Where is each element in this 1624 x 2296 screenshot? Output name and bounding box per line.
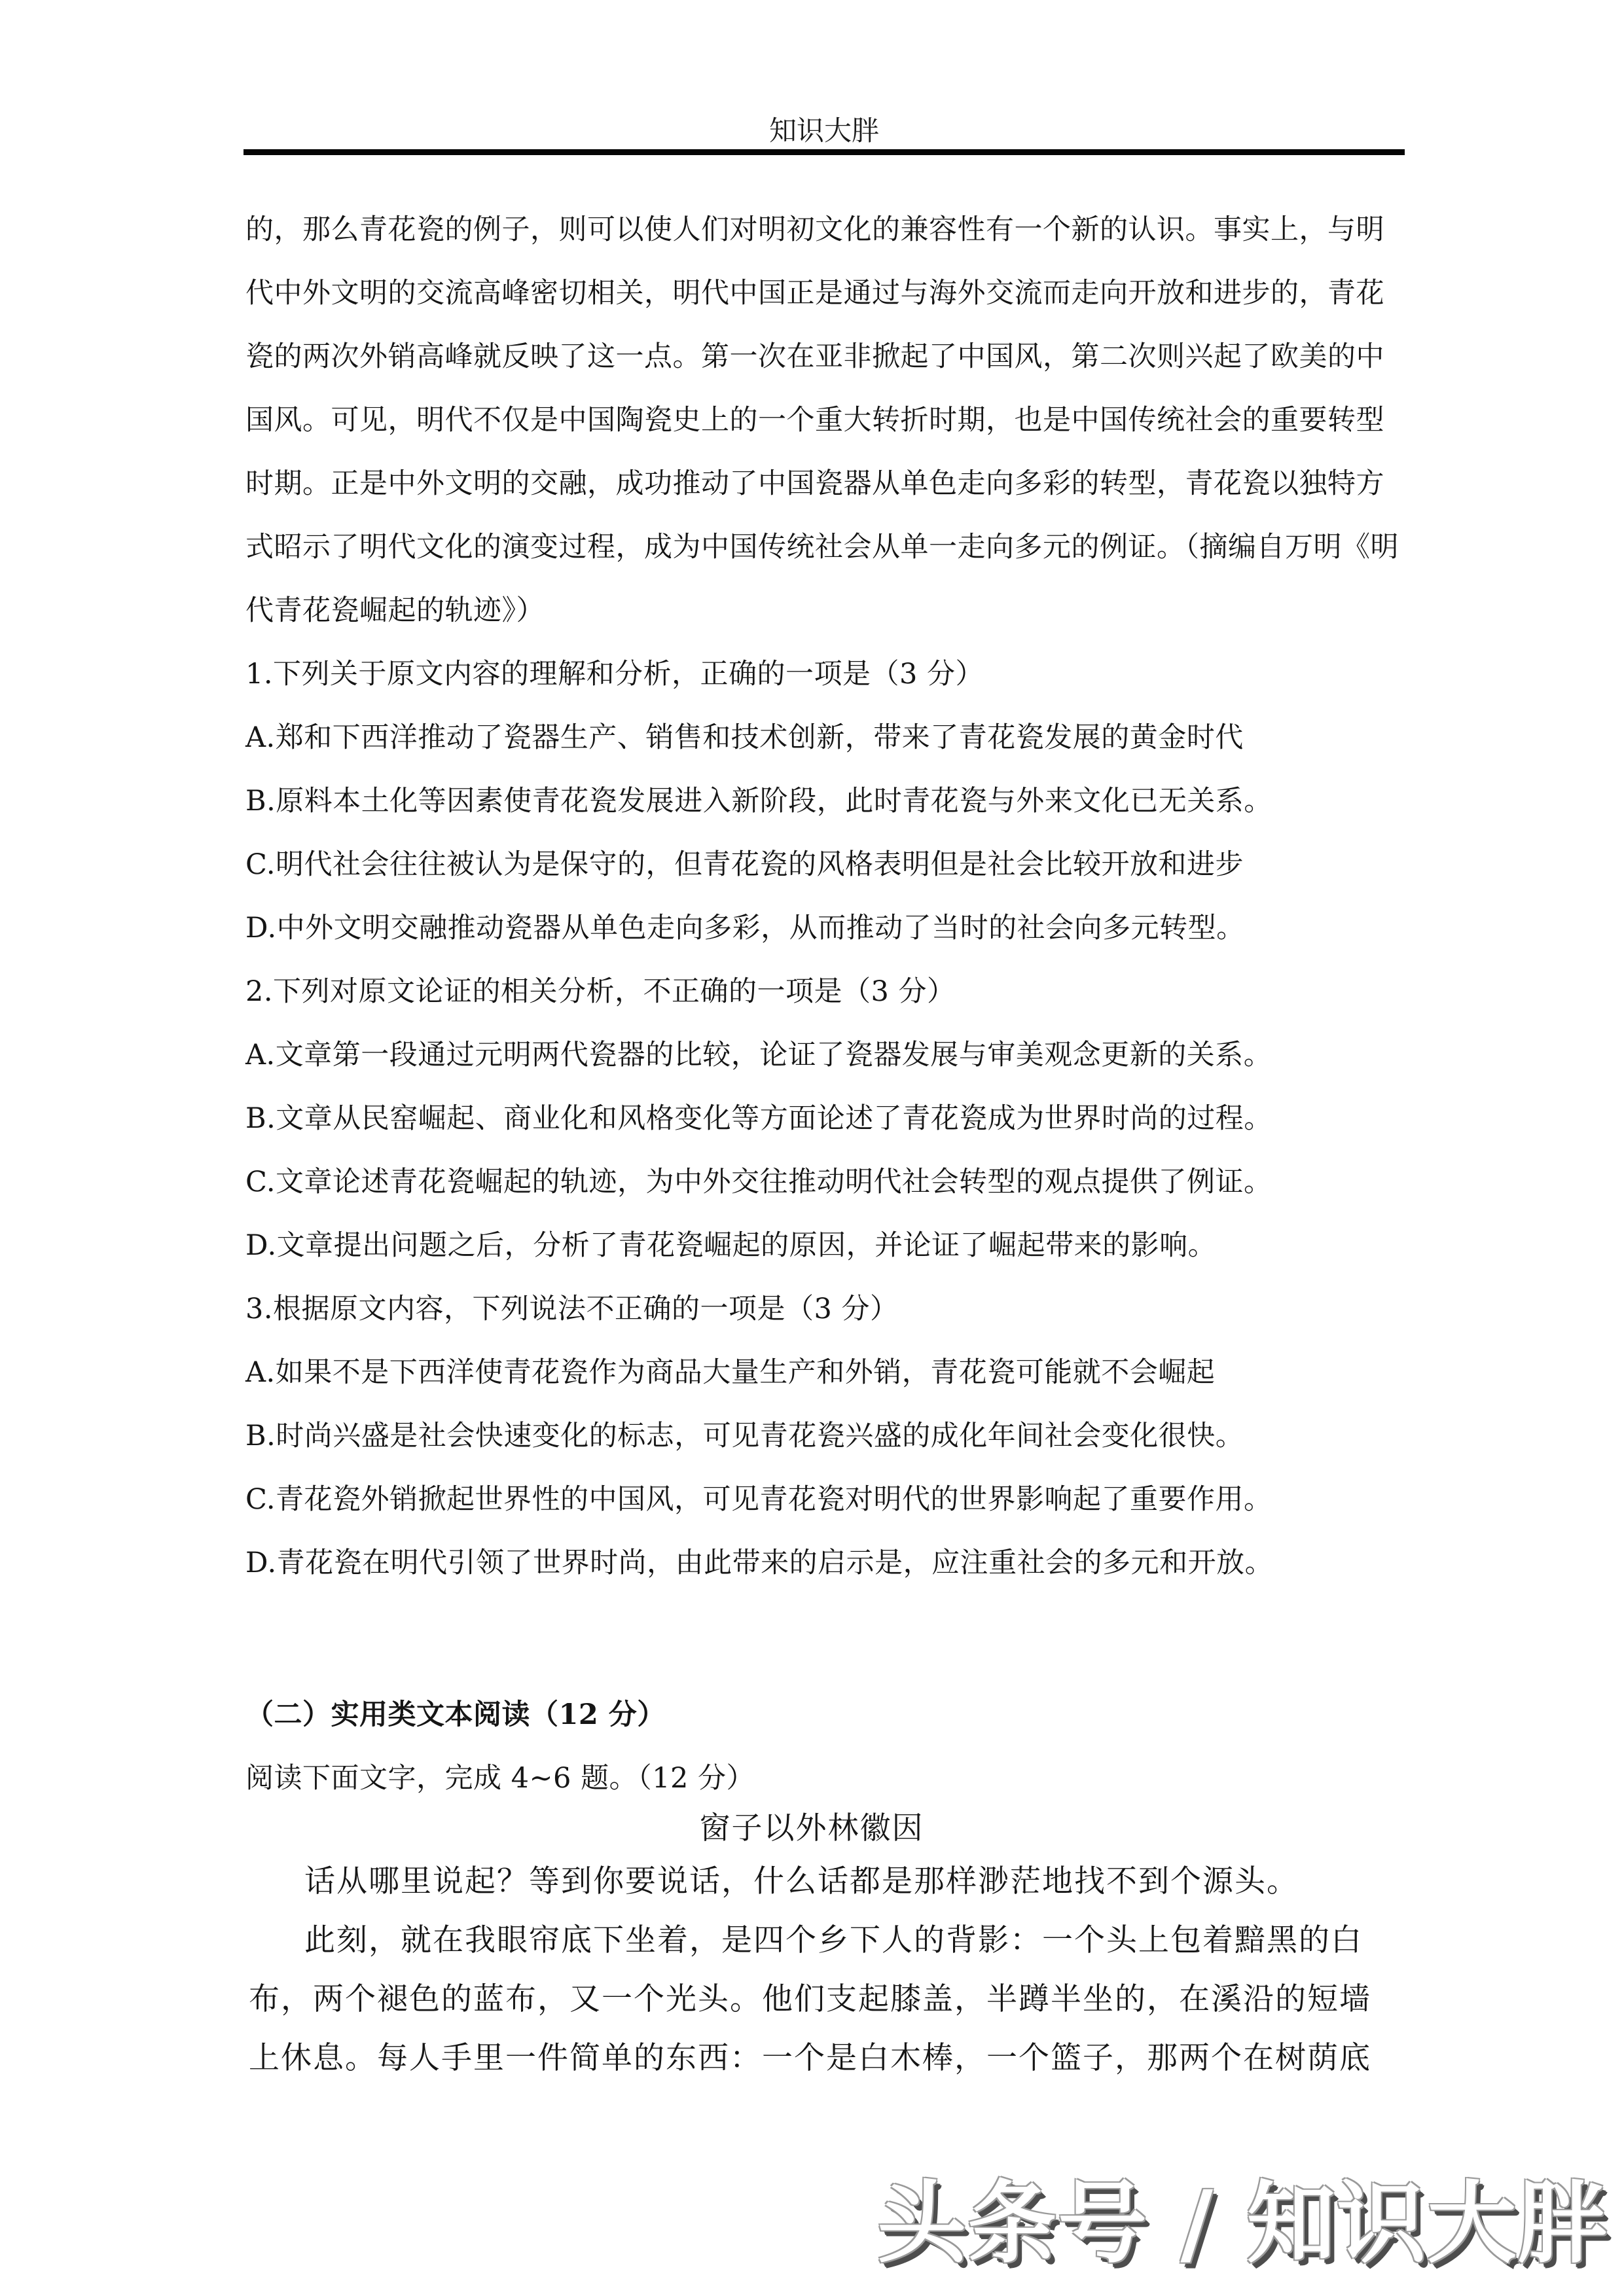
passage-line: 的，那么青花瓷的例子，则可以使人们对明初文化的兼容性有一个新的认识。事实上，与明 — [245, 213, 1384, 246]
passage-line: 时期。正是中外文明的交融，成功推动了中国瓷器从单色走向多彩的转型，青花瓷以独特方 — [245, 467, 1384, 500]
passage-line: 瓷的两次外销高峰就反映了这一点。第一次在亚非掀起了中国风，第二次则兴起了欧美的中 — [245, 340, 1384, 373]
question-2-stem: 2.下列对原文论证的相关分析，不正确的一项是（3 分） — [245, 975, 956, 1008]
question-1-option-c: C.明代社会往往被认为是保守的，但青花瓷的风格表明但是社会比较开放和进步 — [245, 848, 1244, 881]
passage-line: 代中外文明的交流高峰密切相关，明代中国正是通过与海外交流而走向开放和进步的，青花 — [245, 277, 1384, 310]
question-1-option-a: A.郑和下西洋推动了瓷器生产、销售和技术创新，带来了青花瓷发展的黄金时代 — [245, 721, 1244, 754]
question-2-option-b: B.文章从民窑崛起、商业化和风格变化等方面论述了青花瓷成为世界时尚的过程。 — [245, 1102, 1272, 1135]
passage-line: 式昭示了明代文化的演变过程，成为中国传统社会从单一走向多元的例证。（摘编自万明《明 — [245, 531, 1399, 564]
question-2-option-a: A.文章第一段通过元明两代瓷器的比较，论证了瓷器发展与审美观念更新的关系。 — [245, 1039, 1272, 1071]
question-3-option-c: C.青花瓷外销掀起世界性的中国风，可见青花瓷对明代的世界影响起了重要作用。 — [245, 1483, 1272, 1516]
question-3-option-b: B.时尚兴盛是社会快速变化的标志，可见青花瓷兴盛的成化年间社会变化很快。 — [245, 1420, 1244, 1452]
section-two-instruction: 阅读下面文字，完成 4~6 题。（12 分） — [245, 1762, 755, 1795]
question-1-option-b: B.原料本土化等因素使青花瓷发展进入新阶段，此时青花瓷与外来文化已无关系。 — [245, 785, 1272, 817]
reading-passage-and-questions — [245, 198, 1399, 1595]
essay-title: 窗子以外林徽因 — [699, 1810, 924, 1846]
toutiao-watermark: 头条号 / 知识大胖 — [877, 2172, 1608, 2276]
essay-paragraph-line: 布，两个褪色的蓝布，又一个光头。他们支起膝盖，半蹲半坐的，在溪沿的短墙 — [249, 1981, 1371, 2017]
page-title: 知识大胖 — [768, 115, 879, 147]
section-two — [245, 1683, 1399, 1810]
essay — [249, 1805, 1375, 2088]
essay-paragraph-line: 话从哪里说起？等到你要说话，什么话都是那样渺茫地找不到个源头。 — [304, 1863, 1299, 1899]
essay-paragraph-line: 上休息。每人手里一件简单的东西：一个是白木棒，一个篮子，那两个在树荫底 — [249, 2040, 1371, 2076]
question-1-stem: 1.下列关于原文内容的理解和分析，正确的一项是（3 分） — [245, 658, 984, 691]
question-2-option-d: D.文章提出问题之后，分析了青花瓷崛起的原因，并论证了崛起带来的影响。 — [245, 1229, 1217, 1262]
question-2-option-c: C.文章论述青花瓷崛起的轨迹，为中外交往推动明代社会转型的观点提供了例证。 — [245, 1166, 1272, 1198]
essay-paragraph-line: 此刻，就在我眼帘底下坐着，是四个乡下人的背影：一个头上包着黯黑的白 — [304, 1922, 1363, 1958]
question-3-option-d: D.青花瓷在明代引领了世界时尚，由此带来的启示是，应注重社会的多元和开放。 — [245, 1547, 1274, 1579]
passage-line: 代青花瓷崛起的轨迹》） — [245, 594, 545, 627]
section-two-heading: （二）实用类文本阅读（12 分） — [245, 1698, 666, 1731]
question-1-option-d: D.中外文明交融推动瓷器从单色走向多彩，从而推动了当时的社会向多元转型。 — [245, 912, 1245, 944]
question-3-option-a: A.如果不是下西洋使青花瓷作为商品大量生产和外销，青花瓷可能就不会崛起 — [245, 1356, 1216, 1389]
question-3-stem: 3.根据原文内容，下列说法不正确的一项是（3 分） — [245, 1293, 899, 1325]
header-divider-rule — [244, 149, 1405, 155]
passage-line: 国风。可见，明代不仅是中国陶瓷史上的一个重大转折时期，也是中国传统社会的重要转型 — [245, 404, 1384, 437]
